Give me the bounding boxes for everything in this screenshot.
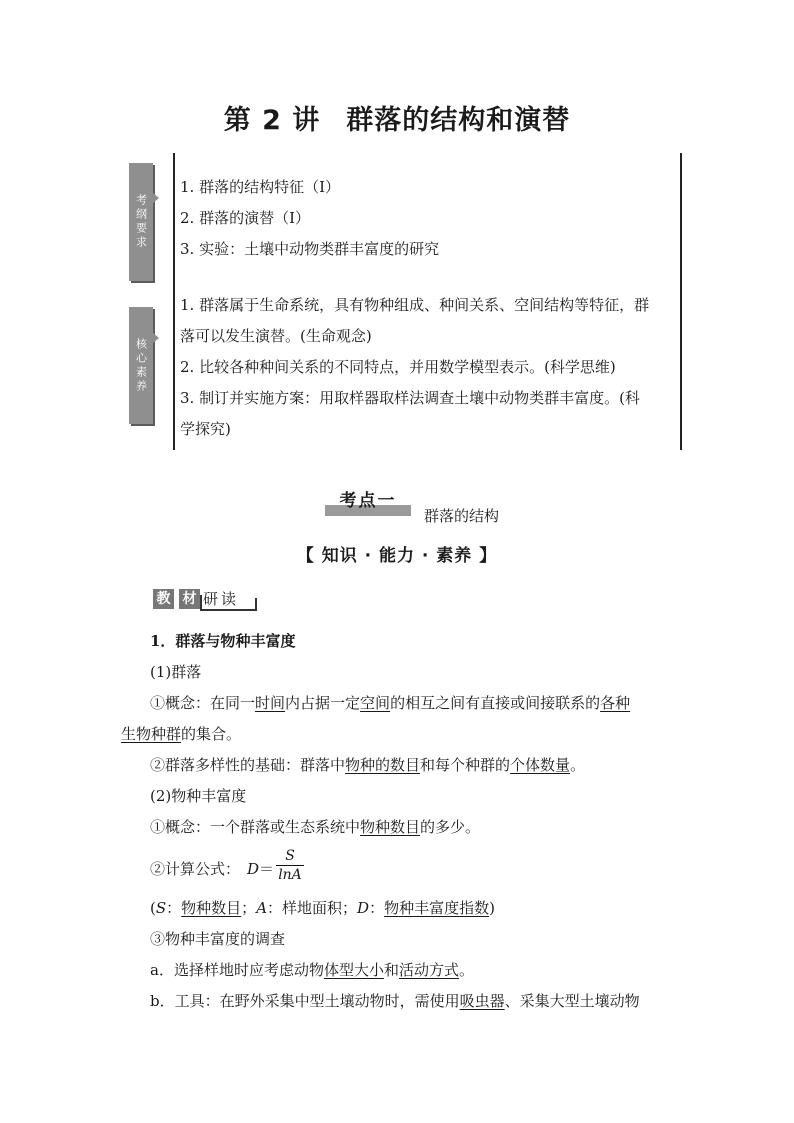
literacy-line: 学探究) <box>180 420 231 438</box>
study-label-corner <box>255 598 257 611</box>
term: 吸虫器 <box>459 992 505 1010</box>
lesson-number: 第 2 讲 <box>223 105 321 136</box>
term: 空间 <box>360 694 391 712</box>
requirement-item: 1. 群落的结构特征（Ⅰ） <box>180 178 341 196</box>
term: 各种 <box>600 694 631 712</box>
objectives-right-rule <box>680 153 682 450</box>
chevron-right-icon <box>152 192 159 204</box>
requirement-item: 2. 群落的演替（Ⅰ） <box>180 209 311 227</box>
paragraph-sample-site: a．选择样地时应考虑动物体型大小和活动方式。 <box>150 961 475 979</box>
literacy-line: 2. 比较各种种间关系的不同特点，并用数学模型表示。(科学思维) <box>180 358 616 376</box>
paragraph-richness-concept: ①概念：一个群落或生态系统中物种数目的多少。 <box>150 818 481 836</box>
formula-lhs: D＝ <box>247 860 275 878</box>
paragraph-tools: b．工具：在野外采集中型土壤动物时，需使用吸虫器、采集大型土壤动物 <box>150 992 640 1010</box>
study-label-rule <box>200 595 202 609</box>
paragraph-legend: (S：物种数目；A：样地面积；D：物种丰富度指数) <box>150 899 495 917</box>
study-label-box: 材 <box>179 589 200 609</box>
point-badge: 考点一 <box>339 491 397 511</box>
term: 生物种群 <box>121 725 182 743</box>
point-name: 群落的结构 <box>424 507 500 525</box>
requirement-item: 3. 实验：土壤中动物类群丰富度的研究 <box>180 240 440 258</box>
requirements-tag: 考纲要求 <box>129 163 153 281</box>
study-label-text: 研读 <box>203 590 240 608</box>
term: 物种数目 <box>181 899 242 917</box>
formula-fraction <box>276 847 304 884</box>
heading-1-1: (1)群落 <box>150 663 202 681</box>
lesson-topic: 群落的结构和演替 <box>346 105 571 136</box>
objectives-left-rule <box>173 153 175 450</box>
formula-denominator: lnA <box>278 867 302 883</box>
term: 活动方式 <box>398 961 459 979</box>
term: 物种数目 <box>360 818 421 836</box>
literacy-line: 落可以发生演替。(生命观念) <box>180 327 372 345</box>
term: 体型大小 <box>323 961 384 979</box>
term: 物种丰富度指数 <box>384 899 490 917</box>
literacy-tag: 核心素养 <box>129 307 153 424</box>
paragraph-survey: ③物种丰富度的调查 <box>150 930 286 948</box>
term: 物种的数目 <box>345 756 421 774</box>
heading-1-2: (2)物种丰富度 <box>150 787 247 805</box>
section-header: 【 知识 · 能力 · 素养 】 <box>296 546 498 566</box>
paragraph-concept: ①概念：在同一时间内占据一定空间的相互之间有直接或间接联系的各种 <box>150 694 631 712</box>
study-label-box: 教 <box>153 589 174 609</box>
heading-1: 1．群落与物种丰富度 <box>150 632 296 650</box>
literacy-line: 1. 群落属于生命系统，具有物种组成、种间关系、空间结构等特征，群 <box>180 296 650 314</box>
term: 时间 <box>255 694 286 712</box>
page-title <box>0 98 794 137</box>
formula-numerator: S <box>276 847 304 866</box>
term: 个体数量 <box>510 756 571 774</box>
chevron-right-icon <box>152 332 159 344</box>
paragraph-concept-wrap: 生物种群的集合。 <box>121 725 242 743</box>
formula-label: ②计算公式： <box>150 860 241 878</box>
literacy-line: 3. 制订并实施方案：用取样器取样法调查土壤中动物类群丰富度。(科 <box>180 389 640 407</box>
paragraph-diversity: ②群落多样性的基础：群落中物种的数目和每个种群的个体数量。 <box>150 756 586 774</box>
study-label-underline <box>200 609 256 611</box>
